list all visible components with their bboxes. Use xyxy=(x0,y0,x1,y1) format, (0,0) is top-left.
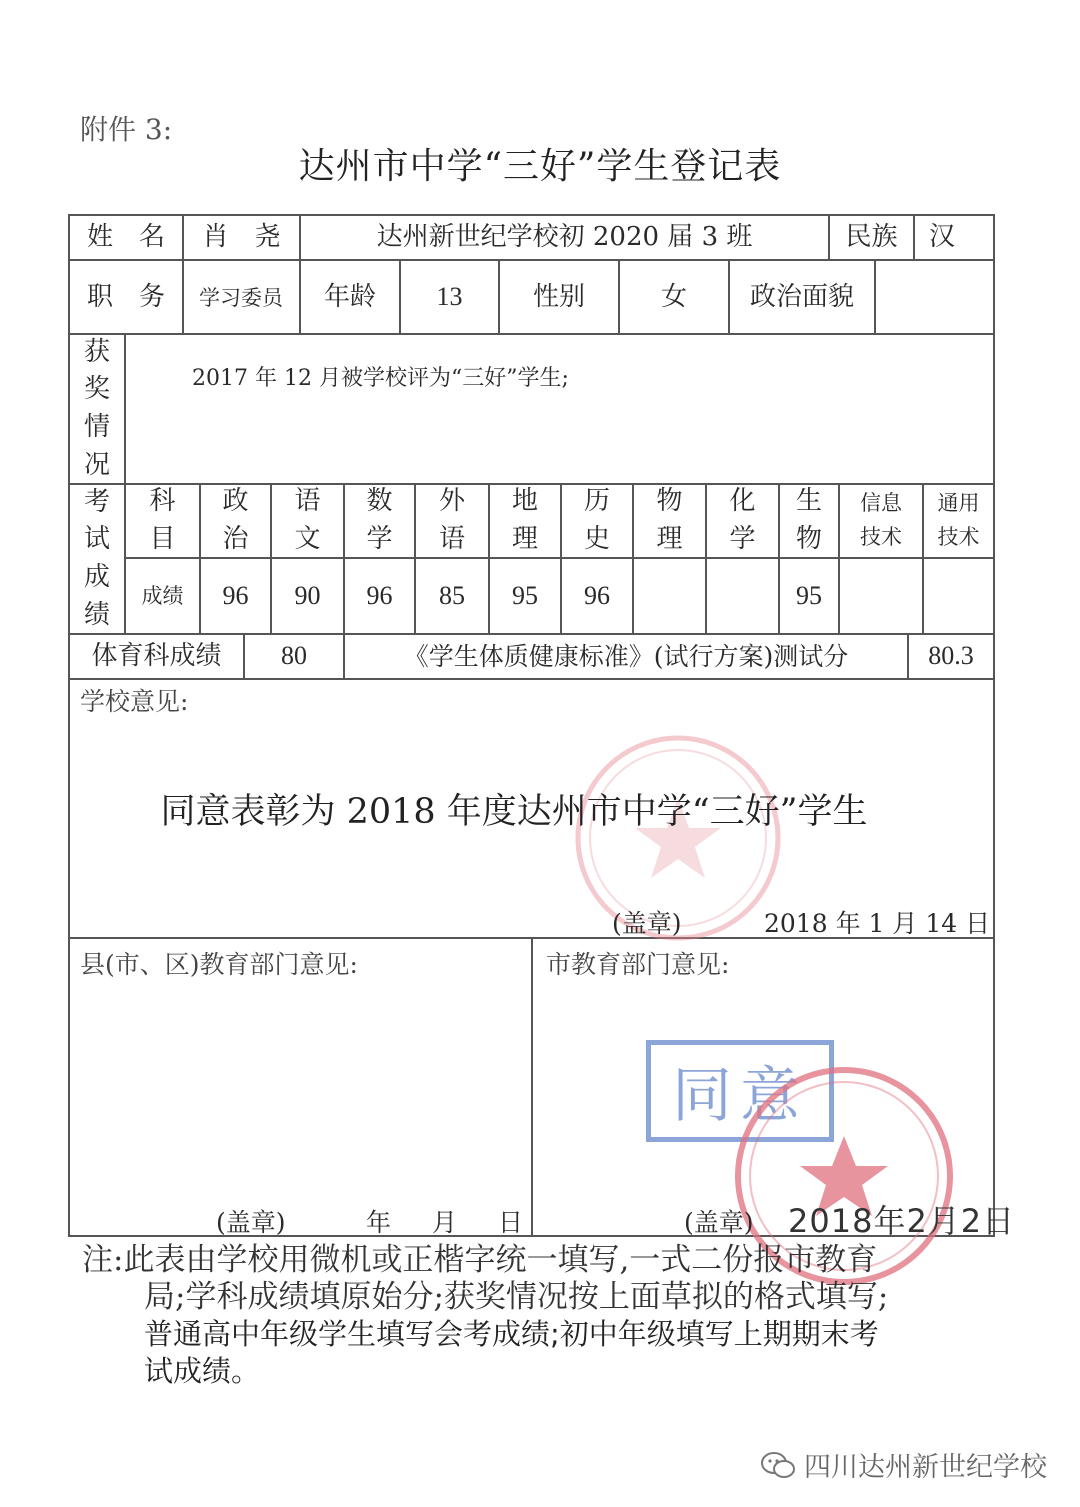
school-date: 2018 年 1 月 14 日 xyxy=(764,909,991,938)
score-cell: 95 xyxy=(796,580,822,610)
awards-text: 2017 年 12 月被学校评为“三好”学生; xyxy=(192,366,569,391)
ethnicity-value: 汉 xyxy=(929,222,956,253)
score-cell: 96 xyxy=(366,580,393,610)
school-class: 达州新世纪学校初 2020 届 3 班 xyxy=(376,222,753,253)
score-cell xyxy=(707,559,778,633)
subject-cell xyxy=(924,485,993,557)
school-opinion-text: 同意表彰为 2018 年度达州市中学“三好”学生 xyxy=(160,792,868,832)
subject-label: 数学 xyxy=(366,486,393,554)
score-cell: 96 xyxy=(222,580,249,610)
score-cell: 85 xyxy=(439,580,465,610)
subject-label: 历史 xyxy=(583,486,610,554)
subject-cell xyxy=(345,485,414,557)
score-cell: 95 xyxy=(512,580,538,610)
subject-label: 科目 xyxy=(149,486,176,554)
subject-label: 地理 xyxy=(511,486,538,554)
position-label: 职 务 xyxy=(86,281,165,312)
ethnicity-label: 民族 xyxy=(845,222,898,253)
subject-label: 语文 xyxy=(294,486,321,554)
position-value: 学习委员 xyxy=(199,285,283,310)
school-opinion-label: 学校意见: xyxy=(80,687,189,716)
score-cell: 90 xyxy=(294,580,321,610)
county-date: 年 月 日 xyxy=(366,1208,532,1237)
age-label: 年龄 xyxy=(323,281,376,312)
subject-cell xyxy=(490,485,560,557)
watermark: 四川达州新世纪学校 xyxy=(760,1445,1047,1484)
city-seal: (盖章) xyxy=(684,1208,754,1237)
subject-label: 政治 xyxy=(222,486,249,554)
health-standard-value: 80.3 xyxy=(928,641,974,671)
name-label: 姓 名 xyxy=(86,222,165,253)
subject-cell xyxy=(201,485,270,557)
score-label: 成绩 xyxy=(141,583,184,608)
city-date: 2018年2月2日 xyxy=(788,1202,1016,1240)
subject-label: 生物 xyxy=(795,486,822,554)
subject-label: 物理 xyxy=(656,486,683,554)
score-cell xyxy=(634,559,705,633)
awards-label: 获奖情况 xyxy=(83,336,110,480)
subject-label: 信息技术 xyxy=(860,491,902,549)
name-value: 肖 尧 xyxy=(202,222,281,253)
school-seal: (盖章) xyxy=(612,909,682,938)
score-cell xyxy=(840,559,922,633)
subject-cell xyxy=(562,485,632,557)
city-opinion-label: 市教育部门意见: xyxy=(546,950,730,979)
pe-label: 体育科成绩 xyxy=(91,641,222,672)
subject-cell xyxy=(634,485,705,557)
exam-label: 考试成绩 xyxy=(83,486,110,630)
pe-value: 80 xyxy=(281,641,307,671)
gender-label: 性别 xyxy=(532,281,585,312)
note: 注:此表由学校用微机或正楷字统一填写,一式二份报市教育 局;学科成绩填原始分;获奖情况按上面草拟的格式填写; 普通高中年级学生填写会考成绩;初中年级填写上期期末考 试成绩。 xyxy=(82,1242,889,1388)
approval-stamp: 同意 xyxy=(646,1040,834,1142)
county-opinion-label: 县(市、区)教育部门意见: xyxy=(80,950,358,979)
score-cell: 96 xyxy=(584,580,610,610)
county-seal: (盖章) xyxy=(216,1208,286,1237)
age-value: 13 xyxy=(436,281,463,311)
score-cell xyxy=(924,559,993,633)
subject-cell xyxy=(707,485,778,557)
political-value xyxy=(876,261,993,333)
subject-label: 外语 xyxy=(438,486,465,554)
subject-cell xyxy=(840,485,922,557)
attachment-label: 附件 3: xyxy=(80,113,173,146)
subject-cell xyxy=(780,485,838,557)
gender-value: 女 xyxy=(660,281,687,312)
subject-cell xyxy=(416,485,488,557)
subject-label: 通用技术 xyxy=(937,491,980,549)
form-title: 达州市中学“三好”学生登记表 xyxy=(298,146,782,187)
political-label: 政治面貌 xyxy=(749,281,854,312)
subject-label: 化学 xyxy=(729,486,756,554)
wechat-icon xyxy=(760,1450,796,1480)
subject-cell xyxy=(272,485,343,557)
health-standard-label: 《学生体质健康标准》(试行方案)测试分 xyxy=(403,641,849,671)
